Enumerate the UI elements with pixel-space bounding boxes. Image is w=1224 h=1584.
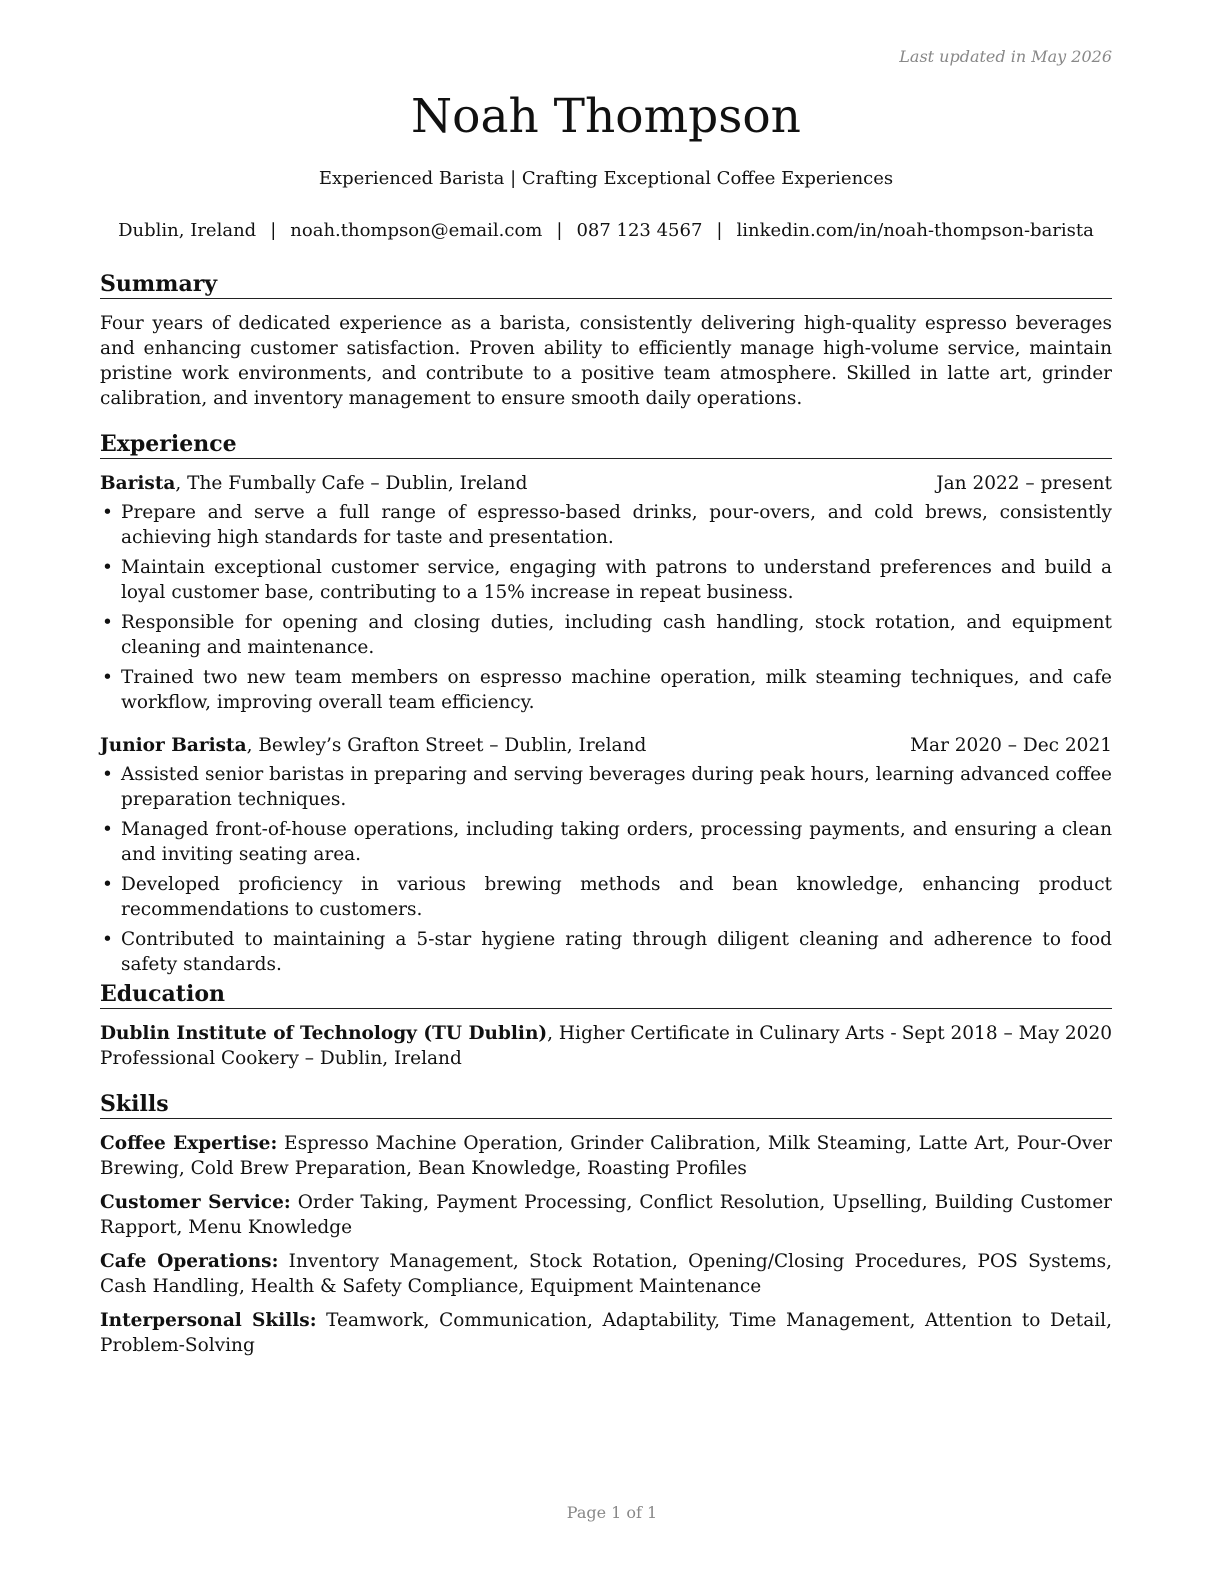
contact-line [80, 218, 1132, 243]
job-place: , Bewley’s Grafton Street – Dublin, Ireland [246, 735, 647, 756]
bullet-item: • Assisted senior baristas in preparing and serving beverages during peak hours, learning advanced coffee preparation techniques. [100, 762, 1112, 812]
skills-heading: Skills [100, 1090, 1112, 1119]
summary-heading: Summary [100, 270, 1112, 299]
school-name: Dublin Institute of Technology (TU Dublin) [100, 1023, 548, 1044]
job-header [100, 471, 1112, 496]
contact-linkedin[interactable]: linkedin.com/in/noah-thompson-barista [736, 220, 1094, 241]
bullet-item: • Prepare and serve a full range of espresso-based drinks, pour-overs, and cold brews, consistently achieving high standards for taste and presentation. [100, 500, 1112, 550]
skill-value: Teamwork, Communication, Adaptability, Time Management, Attention to Detail, Problem-Solving [100, 1310, 1112, 1356]
resume-page [100, 0, 1112, 1584]
experience-heading: Experience [100, 430, 1112, 459]
education-detail: , Higher Certificate in Culinary Arts - Professional Cookery – Dublin, Ireland [100, 1023, 897, 1069]
job-bullets [100, 762, 1112, 977]
skill-label: Interpersonal Skills: [100, 1310, 317, 1331]
summary-section [100, 270, 1112, 411]
bullet-item: • Contributed to maintaining a 5-star hygiene rating through diligent cleaning and adherence to food safety standards. [100, 927, 1112, 977]
job-place: , The Fumbally Cafe – Dublin, Ireland [175, 473, 528, 494]
contact-location: Dublin, Ireland [118, 220, 257, 241]
skill-label: Customer Service: [100, 1192, 291, 1213]
skill-row [100, 1308, 1112, 1358]
skills-section [100, 1090, 1112, 1367]
skill-row [100, 1190, 1112, 1240]
candidate-name: Noah Thompson [411, 89, 801, 144]
education-dates: Sept 2018 – May 2020 [901, 1023, 1112, 1044]
skill-row [100, 1249, 1112, 1299]
contact-separator: | [270, 220, 277, 241]
education-section [100, 980, 1112, 1071]
bullet-item: • Responsible for opening and closing duties, including cash handling, stock rotation, and equipment cleaning and maintenance. [100, 610, 1112, 660]
contact-separator: | [716, 220, 723, 241]
tagline: Experienced Barista | Crafting Exceptional Coffee Experiences [318, 168, 894, 189]
job-role: Junior Barista [100, 735, 247, 756]
education-heading: Education [100, 980, 1112, 1009]
skill-value: Espresso Machine Operation, Grinder Calibration, Milk Steaming, Latte Art, Pour-Over Brewing, Cold Brew Preparation, Bean Knowledge, Roasting Profiles [100, 1133, 1113, 1179]
job-entry [100, 471, 1112, 715]
bullet-item: • Maintain exceptional customer service, engaging with patrons to understand preferences and build a loyal customer base, contributing to a 15% increase in repeat business. [100, 555, 1112, 605]
skill-row [100, 1131, 1112, 1181]
experience-section [100, 430, 1112, 982]
job-bullets [100, 500, 1112, 715]
bullet-item: • Developed proficiency in various brewing methods and bean knowledge, enhancing product recommendations to customers. [100, 872, 1112, 922]
contact-separator: | [556, 220, 563, 241]
job-role: Barista [100, 473, 176, 494]
contact-phone: 087 123 4567 [576, 220, 703, 241]
contact-email[interactable]: noah.thompson@email.com [290, 220, 543, 241]
skill-label: Cafe Operations: [100, 1251, 279, 1272]
job-dates: Mar 2020 – Dec 2021 [910, 735, 1112, 756]
skill-value: Inventory Management, Stock Rotation, Opening/Closing Procedures, POS Systems, Cash Handling, Health & Safety Compliance, Equipment Maintenance [100, 1251, 1112, 1297]
skill-label: Coffee Expertise: [100, 1133, 278, 1154]
summary-text: Four years of dedicated experience as a barista, consistently delivering high-quality espresso beverages and enhancing customer satisfaction. Proven ability to efficiently manage high-volume service, maintain pristine work environments, and contribute to a positive team atmosphere. Skilled in latte art, grinder calibration, and inventory management to ensure smooth daily operations. [100, 313, 1112, 409]
last-updated: Last updated in May 2026 [899, 47, 1112, 66]
education-entry [100, 1021, 1112, 1071]
bullet-item: • Trained two new team members on espresso machine operation, milk steaming techniques, and cafe workflow, improving overall team efficiency. [100, 665, 1112, 715]
bullet-item: • Managed front-of-house operations, including taking orders, processing payments, and ensuring a clean and inviting seating area. [100, 817, 1112, 867]
job-dates: Jan 2022 – present [936, 473, 1112, 494]
page-footer: Page 1 of 1 [566, 1503, 658, 1522]
skill-value: Order Taking, Payment Processing, Conflict Resolution, Upselling, Building Customer Rapport, Menu Knowledge [100, 1192, 1113, 1238]
job-header [100, 733, 1112, 758]
job-entry [100, 733, 1112, 977]
